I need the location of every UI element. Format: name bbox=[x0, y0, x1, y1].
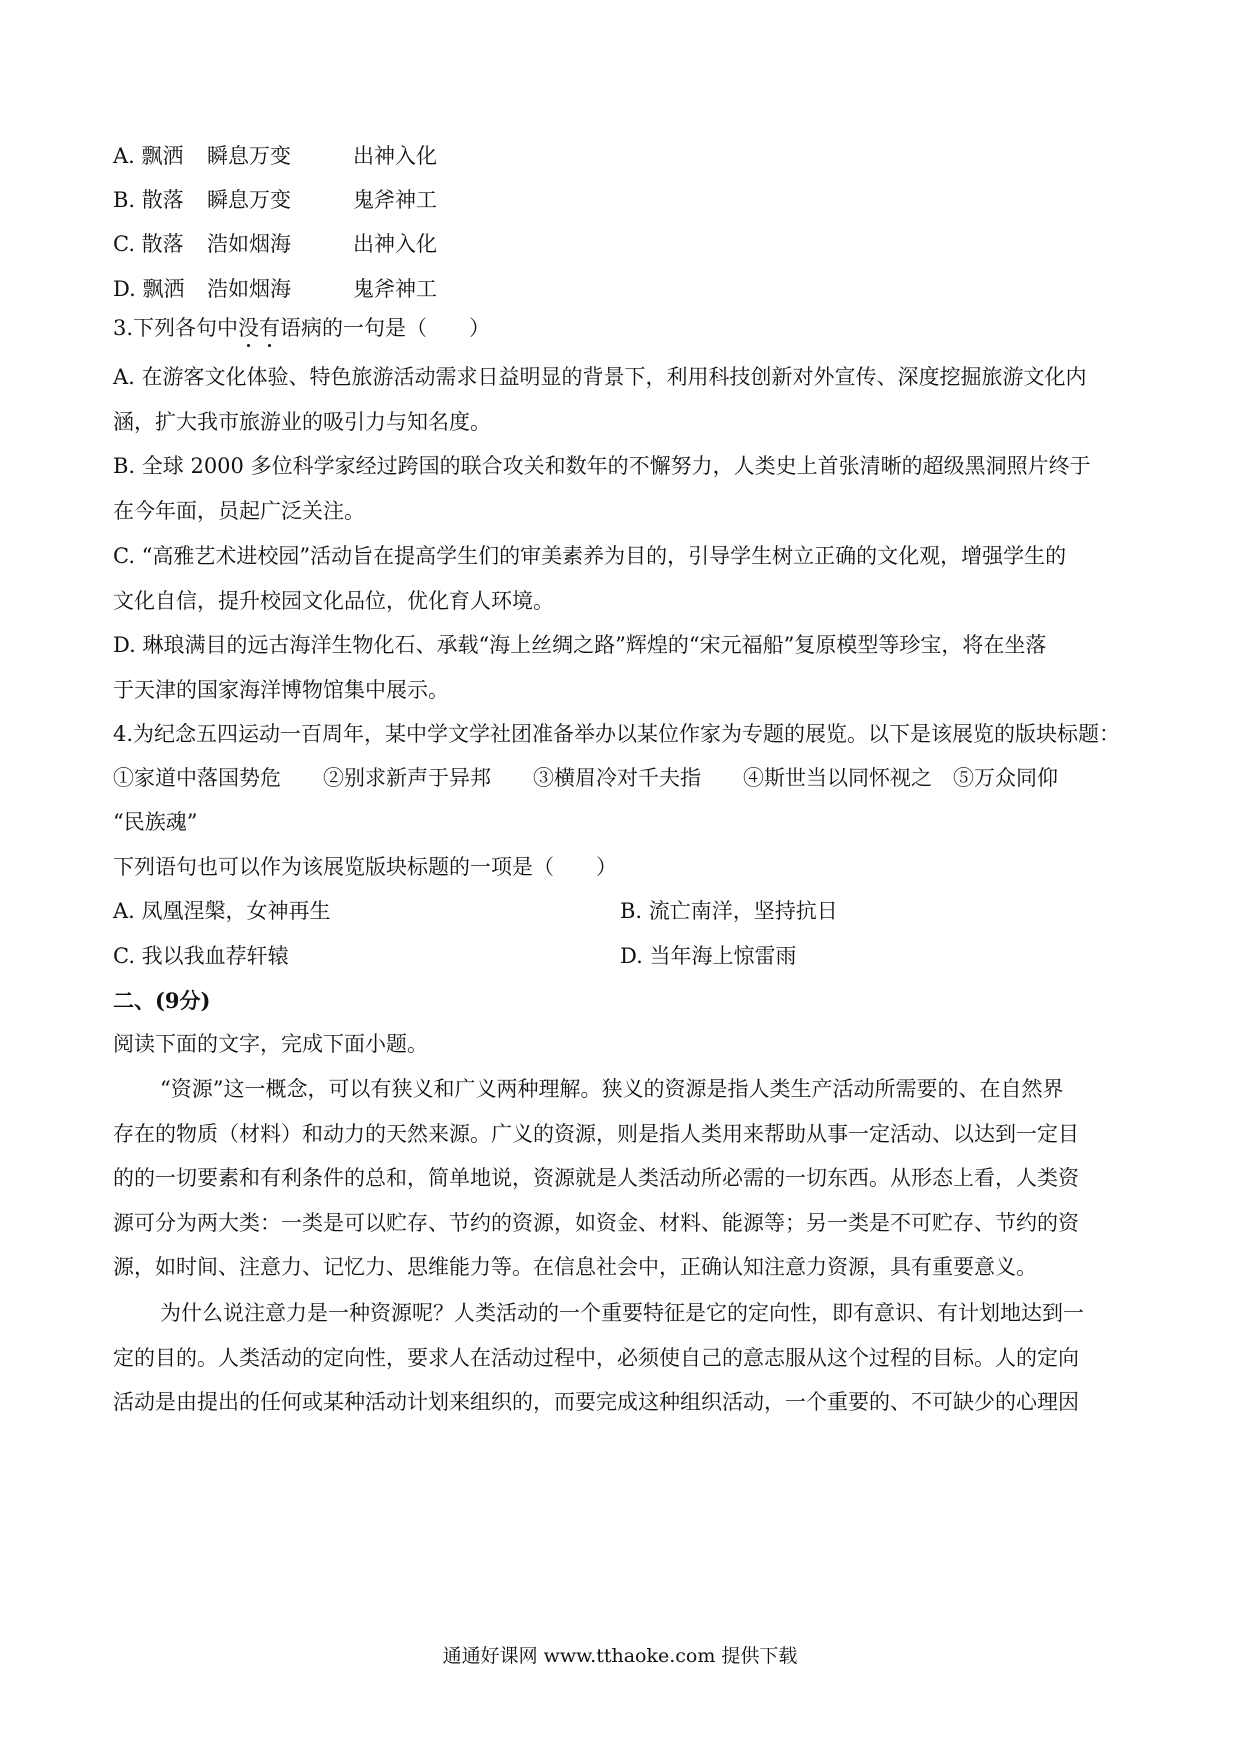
option-d-row bbox=[113, 279, 493, 300]
q3-option-c-line1: C. “高雅艺术进校园”活动旨在提高学生们的审美素养为目的，引导学生树立正确的文化观，增强学生的 bbox=[113, 544, 1067, 568]
paragraph-2-line: 为什么说注意力是一种资源呢？人类活动的一个重要特征是它的定向性，即有意识、有计划地达到一 bbox=[160, 1301, 1084, 1325]
q3-option-a-line1: A. 在游客文化体验、特色旅游活动需求日益明显的背景下，利用科技创新对外宣传、深度挖掘旅游文化内 bbox=[113, 365, 1087, 389]
reading-instruction: 阅读下面的文字，完成下面小题。 bbox=[113, 1032, 428, 1056]
option-word-2: 瞬息万变 bbox=[207, 188, 291, 212]
q3-option-c-line2: 文化自信，提升校园文化品位，优化育人环境。 bbox=[113, 589, 554, 613]
section-heading: 二、(9分) bbox=[113, 988, 211, 1013]
option-a-row bbox=[113, 146, 493, 167]
question-3-stem: 3.下列各句中没有语病的一句是（ ） bbox=[113, 316, 491, 340]
option-c-row bbox=[113, 234, 493, 255]
option-label: B. 散落 bbox=[113, 188, 184, 212]
q3-option-d-line2: 于天津的国家海洋博物馆集中展示。 bbox=[113, 678, 449, 702]
option-b-row bbox=[113, 190, 493, 211]
page-footer: 通通好课网 www.tthaoke.com 提供下载 bbox=[442, 1645, 798, 1667]
option-word-3: 出神入化 bbox=[353, 144, 437, 168]
option-label: A. 飘洒 bbox=[113, 144, 184, 168]
q3-option-b-line2: 在今年面，员起广泛关注。 bbox=[113, 499, 365, 523]
q4-option-d: D. 当年海上惊雷雨 bbox=[620, 944, 797, 968]
option-label: C. 散落 bbox=[113, 232, 184, 256]
paragraph-2-line: 活动是由提出的任何或某种活动计划来组织的，而要完成这种组织活动，一个重要的、不可缺少的心理因 bbox=[113, 1390, 1079, 1414]
q4-titles: ①家道中落国势危 ②别求新声于异邦 ③横眉冷对千夫指 ④斯世当以同怀视之 ⑤万众同仰 bbox=[113, 766, 1058, 790]
option-word-3: 鬼斧神工 bbox=[353, 277, 437, 301]
option-word-2: 瞬息万变 bbox=[207, 144, 291, 168]
paragraph-1-line: “资源”这一概念，可以有狭义和广义两种理解。狭义的资源是指人类生产活动所需要的、在自然界 bbox=[160, 1077, 1064, 1101]
option-label: D. 飘洒 bbox=[113, 277, 185, 301]
paragraph-2-line: 定的目的。人类活动的定向性，要求人在活动过程中，必须使自己的意志服从这个过程的目标。人的定向 bbox=[113, 1346, 1079, 1370]
option-word-2: 浩如烟海 bbox=[207, 277, 291, 301]
option-word-2: 浩如烟海 bbox=[207, 232, 291, 256]
q3-option-b-line1: B. 全球 2000 多位科学家经过跨国的联合攻关和数年的不懈努力，人类史上首张清晰的超级黑洞照片终于 bbox=[113, 454, 1091, 478]
q3-option-a-line2: 涵，扩大我市旅游业的吸引力与知名度。 bbox=[113, 410, 491, 434]
q3-option-d-line1: D. 琳琅满目的远古海洋生物化石、承载“海上丝绸之路”辉煌的“宋元福船”复原模型等珍宝，将在坐落 bbox=[113, 633, 1047, 657]
q4-option-a: A. 凤凰涅槃，女神再生 bbox=[113, 899, 331, 923]
paragraph-1-line: 存在的物质（材料）和动力的天然来源。广义的资源，则是指人类用来帮助从事一定活动、以达到一定目 bbox=[113, 1122, 1079, 1146]
paragraph-1-line: 的的一切要素和有利条件的总和，简单地说，资源就是人类活动所必需的一切东西。从形态上看，人类资 bbox=[113, 1166, 1079, 1190]
q4-option-c: C. 我以我血荐轩辕 bbox=[113, 944, 289, 968]
paragraph-1-line: 源，如时间、注意力、记忆力、思维能力等。在信息社会中，正确认知注意力资源，具有重要意义。 bbox=[113, 1255, 1037, 1279]
emphasis-char: 有 bbox=[259, 316, 281, 340]
q4-option-b: B. 流亡南洋，坚持抗日 bbox=[620, 899, 838, 923]
paragraph-1-line: 源可分为两大类：一类是可以贮存、节约的资源，如资金、材料、能源等；另一类是不可贮存、节约的资 bbox=[113, 1211, 1079, 1235]
option-word-3: 出神入化 bbox=[353, 232, 437, 256]
emphasis-char: 没 bbox=[238, 316, 260, 340]
q4-titles-cont: “民族魂” bbox=[113, 810, 198, 834]
question-4-stem: 4.为纪念五四运动一百周年，某中学文学社团准备举办以某位作家为专题的展览。以下是该展览的版块标题： bbox=[113, 722, 1121, 746]
option-word-3: 鬼斧神工 bbox=[353, 188, 437, 212]
q4-question: 下列语句也可以作为该展览版块标题的一项是（ ） bbox=[113, 855, 617, 879]
